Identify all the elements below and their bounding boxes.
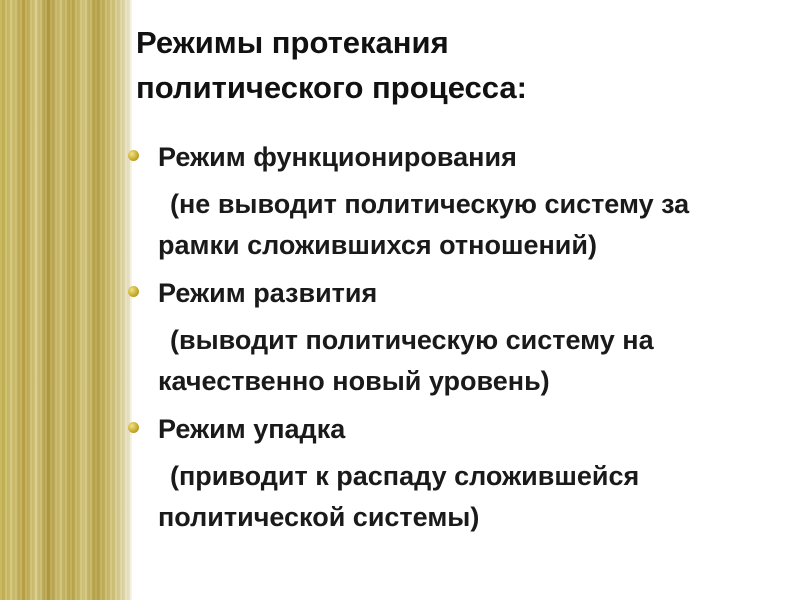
list-item-development [128, 278, 792, 402]
description-line-2: политической системы) [158, 502, 480, 532]
description-line-2: качественно новый уровень) [158, 366, 550, 396]
list-item-functioning [128, 142, 792, 266]
regime-list [128, 142, 792, 538]
description-line-1: (приводит к распаду сложившейся [170, 461, 640, 491]
item-heading: Режим функционирования [158, 142, 517, 172]
title-line-2: политического процесса: [136, 70, 527, 105]
description-line-1: (не выводит политическую систему за [170, 189, 690, 219]
title-line-1: Режимы протекания [136, 25, 449, 60]
item-description [158, 320, 792, 402]
decorative-gold-band [0, 0, 132, 600]
item-heading: Режим упадка [158, 414, 346, 444]
item-description [158, 456, 792, 538]
item-heading: Режим развития [158, 278, 378, 308]
description-line-1: (выводит политическую систему на [170, 325, 654, 355]
description-line-2: рамки сложившихся отношений) [158, 230, 597, 260]
item-description [158, 184, 792, 266]
bullet-icon [128, 150, 139, 161]
bullet-icon [128, 422, 139, 433]
list-item-decline [128, 414, 792, 538]
slide-title [136, 20, 756, 110]
bullet-icon [128, 286, 139, 297]
